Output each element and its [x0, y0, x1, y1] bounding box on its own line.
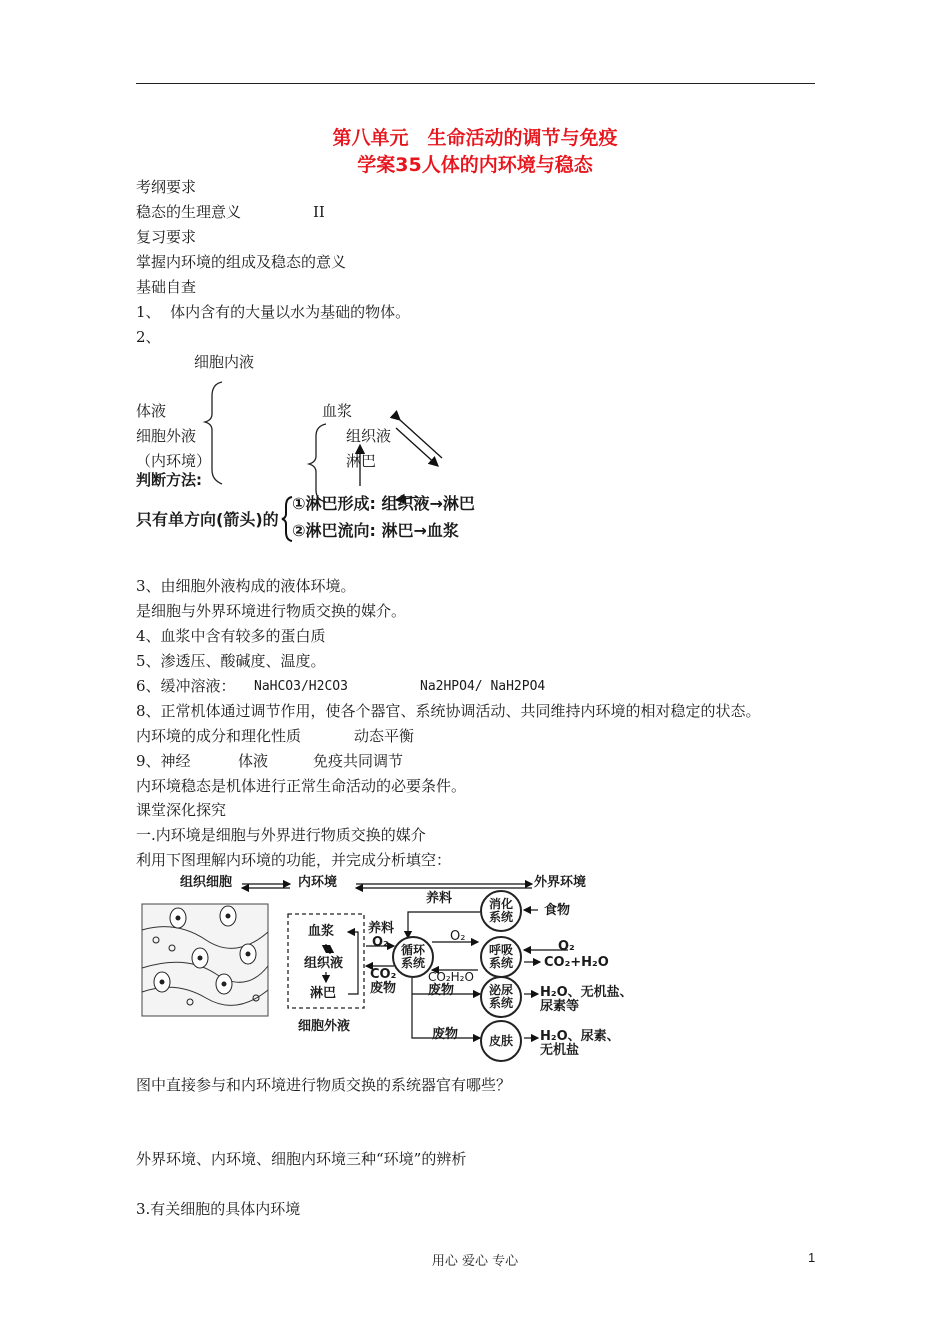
line-master: 掌握内环境的组成及稳态的意义 — [136, 253, 347, 271]
line-homeostasis: 内环境稳态是机体进行正常生命活动的必要条件。 — [136, 777, 467, 795]
label-tissue-fluid: 组织液 — [304, 956, 344, 971]
label-lymph: 淋巴 — [310, 986, 337, 1001]
line-components: 内环境的成分和理化性质 — [136, 727, 302, 745]
tree-only-one: 只有单方向(箭头)的 — [136, 510, 279, 529]
question-1: 图中直接参与和内环境进行物质交换的系统器官有哪些？ — [136, 1076, 512, 1094]
line-8: 8、正常机体通过调节作用，使各个器官、系统协调活动、共同维持内环境的相对稳定的状态。 — [136, 702, 761, 720]
line-item1: 1、 体内含有的大量以水为基础的物体。 — [136, 303, 411, 321]
line-explore: 课堂深化探究 — [136, 801, 227, 819]
label-waste-1: 废物 — [428, 983, 455, 998]
line-dynamic: 动态平衡 — [354, 727, 415, 745]
footer-text: 用心 爱心 专心 — [431, 1254, 519, 1269]
line-section1: 一.内环境是细胞与外界进行物质交换的媒介 — [136, 826, 426, 844]
line-medium: 是细胞与外界环境进行物质交换的媒介。 — [136, 602, 407, 620]
label-waste-2: 废物 — [432, 1027, 459, 1042]
label-o2-in: O₂ — [558, 939, 575, 954]
line-syllabus: 考纲要求 — [136, 178, 197, 196]
tree-plasma: 血浆 — [322, 402, 353, 420]
line-significance: 稳态的生理意义 — [136, 203, 242, 221]
buffer-1: NaHCO3/H2CO3 — [254, 679, 348, 694]
tree-inner-env: （内环境） — [136, 452, 212, 470]
tree-icf: 细胞内液 — [194, 353, 255, 371]
tree-rule1: ①淋巴形成: 组织液→淋巴 — [292, 494, 475, 513]
tree-body-fluid: 体液 — [136, 402, 167, 420]
buffer-2: Na2HPO4/ NaH2PO4 — [420, 679, 546, 694]
label-co2-h2o: CO₂H₂O — [428, 970, 474, 984]
line-9: 9、神经 — [136, 752, 191, 770]
line-9-immune: 免疫共同调节 — [313, 752, 404, 770]
node-digestion: 消化 系统 — [480, 890, 522, 932]
label-o2-left: O₂ — [372, 935, 389, 950]
tree-judge: 判断方法: — [136, 471, 202, 489]
label-nutrients-left: 养料 — [368, 921, 395, 936]
label-ecf: 细胞外液 — [298, 1019, 351, 1034]
label-plasma: 血浆 — [308, 924, 335, 939]
label-co2-h2o-out: CO₂+H₂O — [544, 955, 609, 970]
tree-tissue-fluid: 组织液 — [346, 427, 392, 445]
tree-lymph: 淋巴 — [346, 452, 377, 470]
tree-ecf: 细胞外液 — [136, 427, 197, 445]
label-co2-waste: CO₂ 废物 — [370, 967, 397, 996]
node-excretion: 泌尿 系统 — [480, 976, 522, 1018]
exchange-diagram — [136, 870, 636, 1070]
node-circulation: 循环 系统 — [392, 936, 434, 978]
label-nutrients-top: 养料 — [426, 891, 453, 906]
label-tissue-cell: 组织细胞 — [180, 875, 233, 890]
line-6: 6、缓冲溶液： — [136, 677, 236, 695]
line-4: 4、血浆中含有较多的蛋白质 — [136, 627, 326, 645]
page-number: 1 — [808, 1250, 816, 1265]
node-skin: 皮肤 — [480, 1020, 522, 1062]
line-5: 5、渗透压、酸碱度、温度。 — [136, 652, 326, 670]
line-level: II — [313, 203, 325, 221]
label-skin-output: H₂O、尿素、 无机盐 — [540, 1029, 620, 1058]
unit-title: 第八单元 生命活动的调节与免疫 — [332, 127, 618, 149]
line-instruction: 利用下图理解内环境的功能，并完成分析填空： — [136, 851, 452, 869]
label-urine-output: H₂O、无机盐、 尿素等 — [540, 985, 633, 1014]
label-internal-env: 内环境 — [298, 875, 338, 890]
question-3: 3.有关细胞的具体内环境 — [136, 1200, 301, 1218]
line-basics: 基础自查 — [136, 278, 197, 296]
question-2: 外界环境、内环境、细胞内环境三种“环境”的辨析 — [136, 1150, 467, 1168]
line-item2: 2、 — [136, 328, 161, 346]
line-review: 复习要求 — [136, 228, 197, 246]
node-respiration: 呼吸 系统 — [480, 936, 522, 978]
lesson-title: 学案35人体的内环境与稳态 — [357, 154, 593, 176]
label-o2-mid: O₂ — [450, 929, 466, 944]
label-food: 食物 — [544, 903, 571, 918]
label-external-env: 外界环境 — [534, 875, 587, 890]
tree-rule2: ②淋巴流向: 淋巴→血浆 — [292, 521, 459, 540]
line-3: 3、由细胞外液构成的液体环境。 — [136, 577, 356, 595]
line-9-fluid: 体液 — [238, 752, 269, 770]
